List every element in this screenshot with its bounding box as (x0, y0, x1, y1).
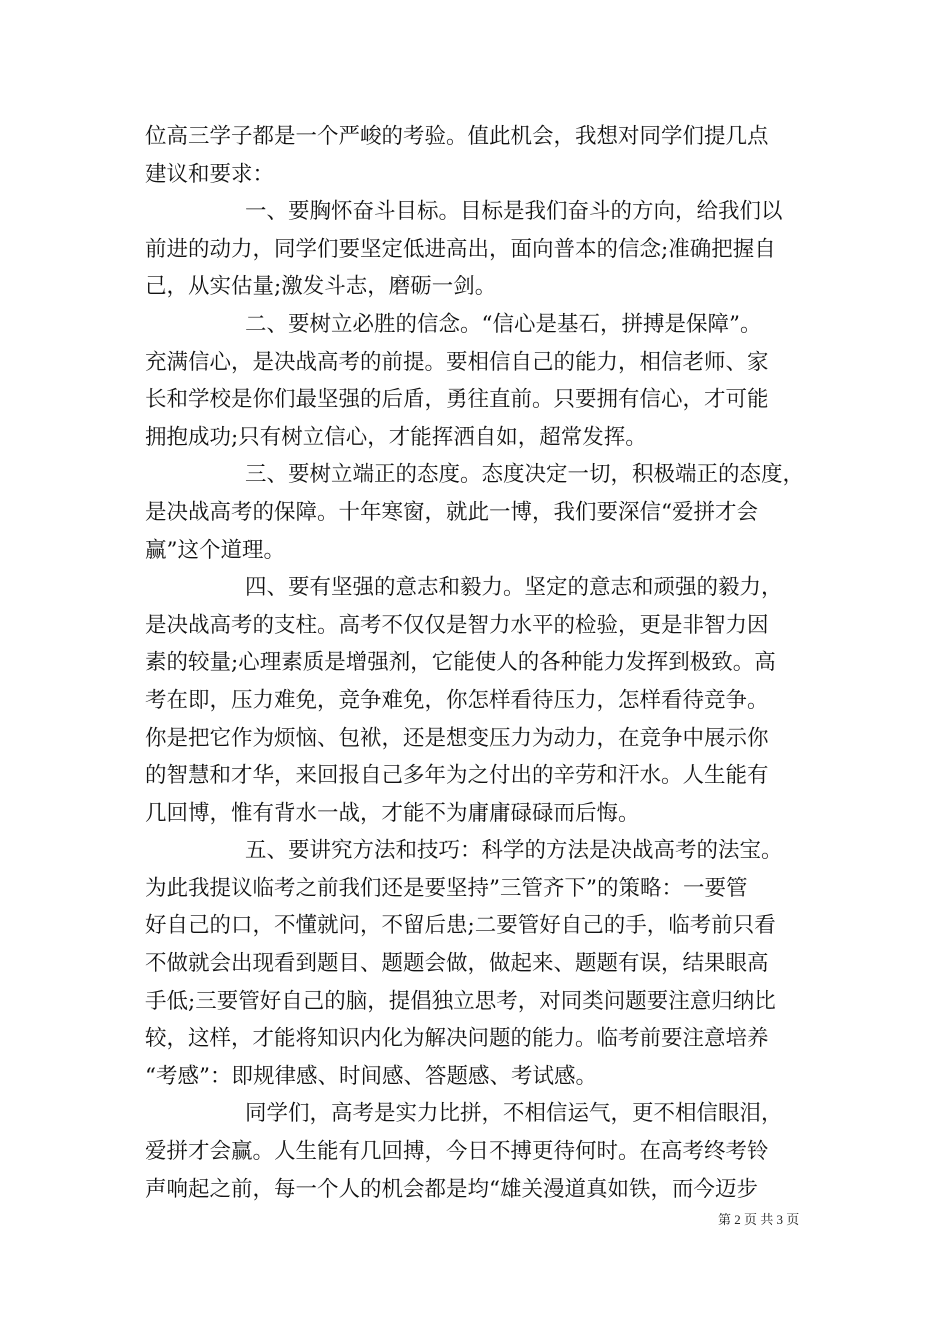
text-line: 考在即，压力难免，竞争难免，你怎样看待压力，怎样看待竞争。 (145, 687, 769, 713)
text-line: 为此我提议临考之前我们还是要坚持”三管齐下”的策略：一要管 (145, 875, 748, 901)
text-line: 不做就会出现看到题目、题题会做，做起来、题题有误，结果眼高 (145, 951, 769, 977)
text-line: 拥抱成功;只有树立信心，才能挥洒自如，超常发挥。 (145, 424, 647, 450)
text-line: 素的较量;心理素质是增强剂，它能使人的各种能力发挥到极致。高 (145, 650, 776, 676)
text-line: 手低;三要管好自己的脑，提倡独立思考，对同类问题要注意归纳比 (145, 988, 776, 1014)
text-line: 五、要讲究方法和技巧：科学的方法是决战高考的法宝。 (245, 838, 783, 864)
text-line: 长和学校是你们最坚强的后盾，勇往直前。只要拥有信心，才可能 (145, 387, 769, 413)
text-line: 四、要有坚强的意志和毅力。坚定的意志和顽强的毅力， (245, 575, 783, 601)
text-line: 是决战高考的保障。十年寒窗，就此一博，我们要深信“爱拼才会 (145, 499, 758, 525)
text-line: 充满信心，是决战高考的前提。要相信自己的能力，相信老师、家 (145, 349, 769, 375)
text-line: 赢”这个道理。 (145, 537, 285, 563)
text-line: 的智慧和才华，来回报自己多年为之付出的辛劳和汗水。人生能有 (145, 763, 769, 789)
text-line: 爱拼才会赢。人生能有几回搏，今日不搏更待何时。在高考终考铃 (145, 1139, 769, 1165)
text-line: 位高三学子都是一个严峻的考验。值此机会，我想对同学们提几点 (145, 124, 769, 149)
text-line: 二、要树立必胜的信念。“信心是基石，拼搏是保障”。 (245, 311, 762, 337)
text-line: 己，从实估量;激发斗志，磨砺一剑。 (145, 274, 497, 300)
text-line: 好自己的口，不懂就问，不留后患;二要管好自己的手，临考前只看 (145, 913, 776, 939)
text-line: 是决战高考的支柱。高考不仅仅是智力水平的检验，更是非智力因 (145, 612, 769, 638)
text-line: 前进的动力，同学们要坚定低进高出，面向普本的信念;准确把握自 (145, 236, 776, 262)
text-line: 一、要胸怀奋斗目标。目标是我们奋斗的方向，给我们以 (245, 199, 783, 225)
text-line: “考感”：即规律感、时间感、答题感、考试感。 (145, 1063, 597, 1089)
text-line: 同学们，高考是实力比拼，不相信运气，更不相信眼泪， (245, 1101, 783, 1127)
text-line: 建议和要求： (145, 161, 275, 187)
text-line: 你是把它作为烦恼、包袱，还是想变压力为动力，在竞争中展示你 (145, 725, 769, 751)
text-line: 声响起之前，每一个人的机会都是均“雄关漫道真如铁，而今迈步 (145, 1176, 758, 1202)
document-body (145, 118, 810, 1208)
text-line: 较，这样，才能将知识内化为解决问题的能力。临考前要注意培养 (145, 1026, 769, 1052)
text-line: 几回博，惟有背水一战，才能不为庸庸碌碌而后悔。 (145, 800, 640, 826)
text-line: 三、要树立端正的态度。态度决定一切，积极端正的态度， (245, 462, 805, 488)
page-number-footer: 第 2 页 共 3 页 (718, 1212, 800, 1227)
